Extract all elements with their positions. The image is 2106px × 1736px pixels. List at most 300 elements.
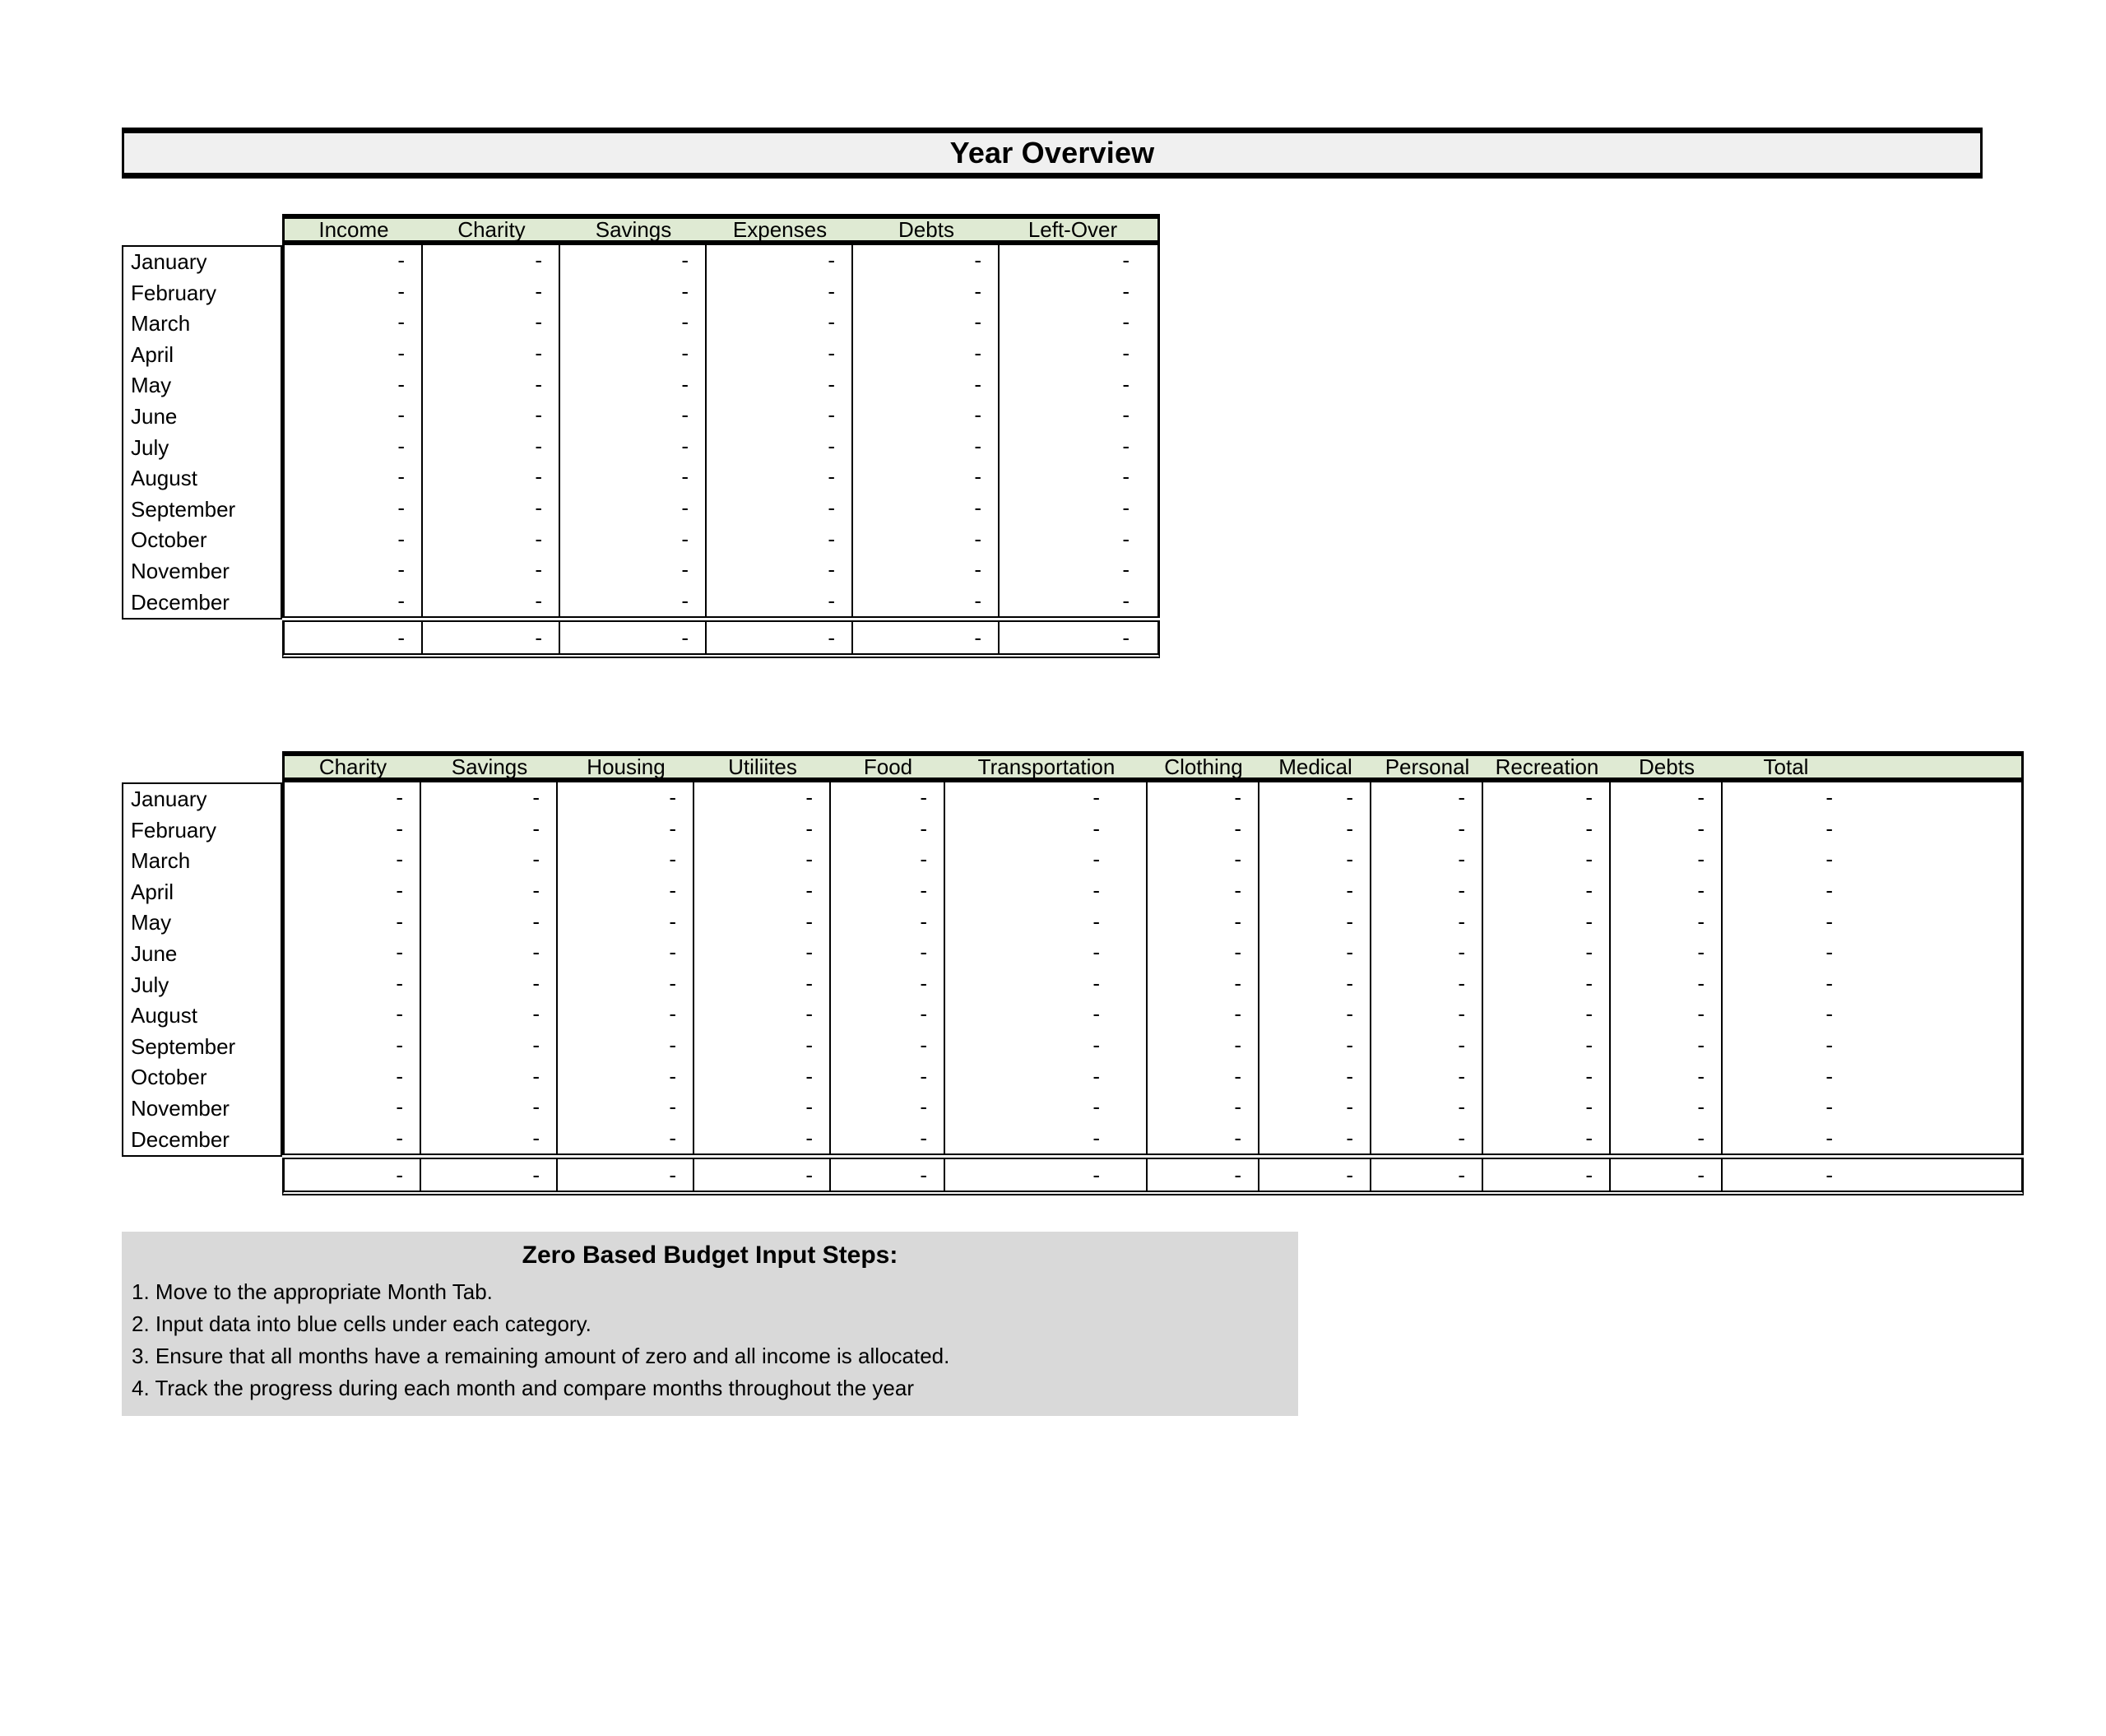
table-row: [285, 245, 1157, 276]
category-data-cell[interactable]: -: [1483, 968, 1611, 1000]
category-data-cell[interactable]: -: [1371, 999, 1483, 1030]
category-data-cell[interactable]: -: [1148, 937, 1259, 968]
category-data-cell[interactable]: -: [945, 968, 1148, 1000]
summary-data-cell[interactable]: -: [853, 555, 1000, 586]
category-data-cell[interactable]: -: [285, 782, 421, 814]
summary-month-label: September: [131, 496, 236, 522]
summary-column-header: Expenses: [732, 219, 828, 240]
category-data-cell[interactable]: -: [558, 782, 694, 814]
summary-data-cell[interactable]: -: [423, 493, 560, 524]
category-data-cell[interactable]: -: [945, 1092, 1148, 1123]
category-column-header: Total: [1763, 756, 1809, 777]
category-data-cell[interactable]: -: [1148, 1123, 1259, 1154]
category-data-cell[interactable]: -: [1148, 906, 1259, 937]
category-data-cell[interactable]: -: [1483, 782, 1611, 814]
year-overview-title-banner: [122, 128, 1983, 179]
totals-row: [285, 1159, 2021, 1191]
category-data-cell[interactable]: -: [1259, 1061, 1371, 1092]
summary-data-cell[interactable]: -: [1122, 557, 1130, 583]
table-row: [285, 431, 1157, 462]
summary-data-cell[interactable]: -: [1122, 402, 1130, 428]
category-data-cell[interactable]: -: [1371, 782, 1483, 814]
category-data-cell[interactable]: -: [421, 1030, 558, 1061]
category-data-cell[interactable]: -: [1483, 999, 1611, 1030]
category-data-cell[interactable]: -: [945, 1123, 1148, 1154]
summary-data-cell[interactable]: -: [560, 586, 707, 617]
category-data-cell[interactable]: -: [1611, 906, 1723, 937]
category-data-cell[interactable]: -: [1825, 878, 1833, 903]
summary-column-header: Savings: [595, 219, 672, 240]
summary-data-cell[interactable]: -: [1122, 464, 1130, 490]
summary-totals-section: [282, 620, 1160, 658]
category-month-label: December: [131, 1126, 230, 1152]
category-data-cell[interactable]: -: [831, 844, 945, 875]
summary-data-cell[interactable]: -: [707, 586, 853, 617]
instruction-step: 1. Move to the appropriate Month Tab.: [132, 1279, 493, 1304]
summary-data-cell[interactable]: -: [853, 586, 1000, 617]
category-data-cell[interactable]: -: [421, 999, 558, 1030]
category-data-cell[interactable]: -: [285, 1061, 421, 1092]
summary-month-label: June: [131, 403, 178, 429]
table-row: [285, 1123, 2021, 1154]
summary-data-cell[interactable]: -: [285, 400, 423, 431]
category-data-cell[interactable]: -: [831, 968, 945, 1000]
category-data-cell[interactable]: -: [831, 782, 945, 814]
summary-data-cell[interactable]: -: [1122, 526, 1130, 551]
category-month-label: February: [131, 817, 217, 842]
summary-column-header: Left-Over: [1027, 219, 1118, 240]
category-grid: [282, 751, 2024, 1195]
summary-data-cell[interactable]: -: [423, 369, 560, 400]
category-data-cell[interactable]: -: [1825, 847, 1833, 872]
category-data-cell[interactable]: -: [1259, 937, 1371, 968]
category-data-cell[interactable]: -: [1259, 875, 1371, 907]
category-data-cell[interactable]: -: [694, 999, 831, 1030]
category-header-row: [282, 751, 2024, 782]
category-data-cell[interactable]: -: [421, 968, 558, 1000]
summary-data-cell[interactable]: -: [1122, 371, 1130, 397]
table-row: [285, 937, 2021, 968]
table-row: [285, 338, 1157, 369]
summary-month-label: December: [131, 589, 230, 615]
category-data-cell[interactable]: -: [1148, 844, 1259, 875]
category-total-cell: -: [694, 1159, 831, 1191]
category-total-cell: -: [1611, 1159, 1723, 1191]
category-data-cell[interactable]: -: [945, 1061, 1148, 1092]
summary-data-cell[interactable]: -: [1122, 341, 1130, 366]
category-data-cell[interactable]: -: [945, 844, 1148, 875]
summary-data-cell[interactable]: -: [707, 493, 853, 524]
table-row: [285, 844, 2021, 875]
category-data-cell[interactable]: -: [1371, 937, 1483, 968]
category-data-cell[interactable]: -: [831, 1061, 945, 1092]
summary-month-label: August: [131, 466, 197, 491]
category-total-cell: -: [285, 1159, 421, 1191]
table-row: [285, 493, 1157, 524]
category-total-cell: -: [1148, 1159, 1259, 1191]
category-data-cell[interactable]: -: [1825, 970, 1833, 996]
category-data-cell[interactable]: -: [831, 1092, 945, 1123]
category-data-cell[interactable]: -: [421, 937, 558, 968]
category-data-cell[interactable]: -: [1371, 875, 1483, 907]
instructions-heading: Zero Based Budget Input Steps:: [522, 1242, 898, 1269]
category-month-label: November: [131, 1095, 230, 1121]
category-data-cell[interactable]: -: [558, 937, 694, 968]
summary-data-cell[interactable]: -: [285, 431, 423, 462]
summary-data-cell[interactable]: -: [285, 307, 423, 338]
summary-total-cell: -: [1122, 624, 1130, 650]
category-data-cell[interactable]: -: [694, 937, 831, 968]
category-data-cell[interactable]: -: [1148, 1030, 1259, 1061]
table-row: [285, 586, 1157, 617]
table-row: [285, 999, 2021, 1030]
table-row: [285, 875, 2021, 907]
summary-month-label: July: [131, 434, 169, 460]
summary-data-cell[interactable]: -: [285, 245, 423, 276]
summary-data-cell[interactable]: -: [423, 338, 560, 369]
category-data-cell[interactable]: -: [558, 875, 694, 907]
category-total-cell: -: [558, 1159, 694, 1191]
category-data-cell[interactable]: -: [1825, 940, 1833, 965]
summary-total-cell: -: [707, 622, 853, 653]
category-data-cell[interactable]: -: [694, 844, 831, 875]
category-data-cell[interactable]: -: [1259, 906, 1371, 937]
category-data-cell[interactable]: -: [421, 844, 558, 875]
category-data-cell[interactable]: -: [1825, 1001, 1833, 1027]
category-data-cell[interactable]: -: [1148, 1092, 1259, 1123]
category-data-cell[interactable]: -: [1371, 1092, 1483, 1123]
category-data-cell[interactable]: -: [1483, 844, 1611, 875]
summary-data-cell[interactable]: -: [707, 400, 853, 431]
table-row: [285, 523, 1157, 555]
category-data-cell[interactable]: -: [945, 906, 1148, 937]
category-data-cell[interactable]: -: [421, 1123, 558, 1154]
summary-data-cell[interactable]: -: [853, 307, 1000, 338]
summary-month-label: November: [131, 558, 230, 583]
table-row: [285, 906, 2021, 937]
summary-month-label: May: [131, 373, 172, 398]
category-data-cell[interactable]: -: [1825, 785, 1833, 810]
category-data-cell[interactable]: -: [1259, 1092, 1371, 1123]
summary-month-label: April: [131, 341, 174, 367]
summary-data-cell[interactable]: -: [853, 431, 1000, 462]
summary-data-cell[interactable]: -: [1122, 433, 1130, 458]
category-data-cell[interactable]: -: [1148, 1061, 1259, 1092]
category-data-cell[interactable]: -: [694, 875, 831, 907]
category-data-cell[interactable]: -: [1611, 937, 1723, 968]
category-data-cell[interactable]: -: [1371, 1123, 1483, 1154]
category-data-cell[interactable]: -: [945, 999, 1148, 1030]
category-data-cell[interactable]: -: [1483, 814, 1611, 845]
summary-data-cell[interactable]: -: [560, 400, 707, 431]
summary-month-label-column: [122, 245, 282, 620]
category-data-cell[interactable]: -: [1259, 1030, 1371, 1061]
summary-data-cell[interactable]: -: [853, 338, 1000, 369]
category-data-cell[interactable]: -: [558, 968, 694, 1000]
category-column-header: Transportation: [977, 756, 1116, 777]
summary-data-cell[interactable]: -: [853, 369, 1000, 400]
summary-data-cell[interactable]: -: [853, 245, 1000, 276]
summary-data-cell[interactable]: -: [285, 462, 423, 493]
category-data-cell[interactable]: -: [285, 844, 421, 875]
summary-data-cell[interactable]: -: [707, 462, 853, 493]
summary-data-cell[interactable]: -: [423, 462, 560, 493]
category-month-label: April: [131, 879, 174, 904]
category-data-cell[interactable]: -: [1611, 844, 1723, 875]
category-data-cell[interactable]: -: [1611, 782, 1723, 814]
summary-data-cell[interactable]: -: [285, 586, 423, 617]
summary-data-cell[interactable]: -: [423, 400, 560, 431]
category-data-cell[interactable]: -: [1371, 968, 1483, 1000]
table-row: [285, 462, 1157, 493]
category-data-cell[interactable]: -: [1259, 844, 1371, 875]
category-data-cell[interactable]: -: [558, 1092, 694, 1123]
category-data-cell[interactable]: -: [558, 999, 694, 1030]
summary-data-cell[interactable]: -: [285, 276, 423, 308]
summary-data-cell[interactable]: -: [560, 369, 707, 400]
totals-row: [285, 622, 1157, 653]
category-data-cell[interactable]: -: [1483, 1123, 1611, 1154]
category-data-cell[interactable]: -: [1148, 999, 1259, 1030]
table-row: [285, 400, 1157, 431]
category-data-cell[interactable]: -: [1611, 875, 1723, 907]
summary-grid: [282, 214, 1160, 658]
category-data-cell[interactable]: -: [694, 906, 831, 937]
category-data-cell[interactable]: -: [1371, 844, 1483, 875]
category-data-cell[interactable]: -: [1611, 1123, 1723, 1154]
category-data-cell[interactable]: -: [1259, 814, 1371, 845]
category-data-cell[interactable]: -: [945, 875, 1148, 907]
category-data-cell[interactable]: -: [1611, 1092, 1723, 1123]
category-data-cell[interactable]: -: [285, 1030, 421, 1061]
category-column-header: Debts: [1639, 756, 1695, 777]
category-data-cell[interactable]: -: [694, 782, 831, 814]
summary-data-cell[interactable]: -: [707, 431, 853, 462]
summary-data-cell[interactable]: -: [707, 369, 853, 400]
category-data-cell[interactable]: -: [1259, 1123, 1371, 1154]
summary-data-cell[interactable]: -: [285, 523, 423, 555]
category-data-cell[interactable]: -: [1259, 782, 1371, 814]
category-data-cell[interactable]: -: [831, 906, 945, 937]
category-data-cell[interactable]: -: [945, 814, 1148, 845]
category-data-cell[interactable]: -: [1371, 906, 1483, 937]
summary-data-cell[interactable]: -: [853, 462, 1000, 493]
category-data-cell[interactable]: -: [1483, 875, 1611, 907]
category-data-cell[interactable]: -: [1259, 968, 1371, 1000]
summary-data-cell[interactable]: -: [707, 523, 853, 555]
summary-column-header: Debts: [898, 219, 954, 240]
category-month-label: August: [131, 1003, 197, 1028]
category-month-label: March: [131, 848, 191, 874]
category-data-cell[interactable]: -: [1825, 1063, 1833, 1088]
summary-data-cell[interactable]: -: [285, 555, 423, 586]
category-data-cell[interactable]: -: [1148, 782, 1259, 814]
table-row: [285, 968, 2021, 1000]
summary-data-cell[interactable]: -: [1122, 248, 1130, 273]
category-data-cell[interactable]: -: [1148, 814, 1259, 845]
summary-data-cell[interactable]: -: [853, 400, 1000, 431]
category-data-cell[interactable]: -: [1611, 968, 1723, 1000]
table-row: [285, 814, 2021, 845]
summary-data-cell[interactable]: -: [423, 431, 560, 462]
category-data-cell[interactable]: -: [945, 782, 1148, 814]
category-data-cell[interactable]: -: [1611, 999, 1723, 1030]
category-data-cell[interactable]: -: [558, 1123, 694, 1154]
table-row: [285, 369, 1157, 400]
category-data-cell[interactable]: -: [285, 906, 421, 937]
category-total-cell: -: [1483, 1159, 1611, 1191]
summary-data-cell[interactable]: -: [423, 307, 560, 338]
category-data-cell[interactable]: -: [831, 999, 945, 1030]
summary-data-cell[interactable]: -: [423, 245, 560, 276]
category-data-cell[interactable]: -: [694, 1092, 831, 1123]
summary-data-cell[interactable]: -: [560, 245, 707, 276]
instruction-step: 2. Input data into blue cells under each category.: [132, 1311, 591, 1336]
category-column-header: Food: [863, 756, 913, 777]
category-data-cell[interactable]: -: [1825, 1125, 1833, 1150]
category-data-cell[interactable]: -: [558, 814, 694, 845]
category-data-cell[interactable]: -: [694, 1030, 831, 1061]
category-column-header: Savings: [451, 756, 528, 777]
category-data-cell[interactable]: -: [421, 782, 558, 814]
category-data-cell[interactable]: -: [1371, 1030, 1483, 1061]
summary-data-cell[interactable]: -: [285, 369, 423, 400]
category-data-cell[interactable]: -: [831, 1030, 945, 1061]
summary-data-cell[interactable]: -: [560, 431, 707, 462]
summary-data-cell[interactable]: -: [853, 276, 1000, 308]
category-month-label: May: [131, 910, 172, 935]
category-data-cell[interactable]: -: [831, 937, 945, 968]
category-data-cell[interactable]: -: [558, 1061, 694, 1092]
table-row: [285, 276, 1157, 308]
category-column-header: Recreation: [1495, 756, 1599, 777]
instruction-step: 3. Ensure that all months have a remaining amount of zero and all income is allocated.: [132, 1344, 950, 1368]
category-data-cell[interactable]: -: [421, 1061, 558, 1092]
category-data-cell[interactable]: -: [1148, 968, 1259, 1000]
category-data-cell[interactable]: -: [285, 814, 421, 845]
summary-data-cell[interactable]: -: [423, 586, 560, 617]
category-total-cell: -: [1259, 1159, 1371, 1191]
summary-header-row: [282, 214, 1160, 245]
category-data-cell[interactable]: -: [285, 937, 421, 968]
category-data-cell[interactable]: -: [831, 814, 945, 845]
category-data-cell[interactable]: -: [1825, 908, 1833, 934]
category-column-header: Charity: [318, 756, 387, 777]
summary-data-cell[interactable]: -: [707, 555, 853, 586]
category-data-cell[interactable]: -: [1611, 814, 1723, 845]
category-data-cell[interactable]: -: [1825, 1033, 1833, 1058]
category-data-cell[interactable]: -: [1483, 906, 1611, 937]
category-data-cell[interactable]: -: [1483, 1061, 1611, 1092]
table-row: [285, 1030, 2021, 1061]
summary-data-cell[interactable]: -: [560, 307, 707, 338]
summary-data-body: [282, 245, 1160, 618]
category-data-cell[interactable]: -: [945, 1030, 1148, 1061]
summary-data-cell[interactable]: -: [560, 338, 707, 369]
category-column-header: Utiliites: [728, 756, 797, 777]
summary-month-label: February: [131, 280, 217, 305]
instructions-panel: [122, 1232, 1298, 1416]
summary-data-cell[interactable]: -: [707, 338, 853, 369]
summary-total-cell: -: [560, 622, 707, 653]
category-data-body: [282, 782, 2024, 1155]
summary-data-cell[interactable]: -: [707, 245, 853, 276]
summary-total-cell: -: [853, 622, 1000, 653]
category-data-cell[interactable]: -: [1825, 1094, 1833, 1120]
category-data-cell[interactable]: -: [831, 1123, 945, 1154]
category-data-cell[interactable]: -: [285, 968, 421, 1000]
category-data-cell[interactable]: -: [1371, 1061, 1483, 1092]
category-data-cell[interactable]: -: [1483, 1092, 1611, 1123]
category-data-cell[interactable]: -: [1825, 815, 1833, 841]
category-data-cell[interactable]: -: [694, 968, 831, 1000]
summary-data-cell[interactable]: -: [285, 493, 423, 524]
category-data-cell[interactable]: -: [285, 875, 421, 907]
category-data-cell[interactable]: -: [694, 1123, 831, 1154]
category-total-cell: -: [421, 1159, 558, 1191]
summary-data-cell[interactable]: -: [423, 276, 560, 308]
category-data-cell[interactable]: -: [1371, 814, 1483, 845]
summary-data-cell[interactable]: -: [285, 338, 423, 369]
summary-data-cell[interactable]: -: [560, 523, 707, 555]
summary-data-cell[interactable]: -: [853, 493, 1000, 524]
category-data-cell[interactable]: -: [1483, 1030, 1611, 1061]
category-total-cell: -: [1371, 1159, 1483, 1191]
summary-month-label: October: [131, 527, 207, 553]
page-title: Year Overview: [949, 136, 1155, 169]
category-data-cell[interactable]: -: [1483, 937, 1611, 968]
category-data-cell[interactable]: -: [558, 1030, 694, 1061]
summary-data-cell[interactable]: -: [560, 276, 707, 308]
summary-data-cell[interactable]: -: [560, 555, 707, 586]
category-data-cell[interactable]: -: [558, 844, 694, 875]
category-data-cell[interactable]: -: [285, 1123, 421, 1154]
category-data-cell[interactable]: -: [831, 875, 945, 907]
summary-data-cell[interactable]: -: [1122, 278, 1130, 304]
summary-data-cell[interactable]: -: [423, 523, 560, 555]
category-data-cell[interactable]: -: [421, 1092, 558, 1123]
summary-data-cell[interactable]: -: [707, 307, 853, 338]
category-month-label: January: [131, 787, 207, 811]
summary-total-cell: -: [285, 622, 423, 653]
category-data-cell[interactable]: -: [1259, 999, 1371, 1030]
category-data-cell[interactable]: -: [1611, 1030, 1723, 1061]
category-data-cell[interactable]: -: [945, 937, 1148, 968]
category-data-cell[interactable]: -: [421, 906, 558, 937]
category-data-cell[interactable]: -: [558, 906, 694, 937]
category-total-cell: -: [1825, 1162, 1833, 1187]
category-month-label: October: [131, 1065, 207, 1090]
category-data-cell[interactable]: -: [694, 814, 831, 845]
category-data-cell[interactable]: -: [1611, 1061, 1723, 1092]
summary-column-header: Income: [318, 219, 389, 240]
summary-data-cell[interactable]: -: [423, 555, 560, 586]
summary-data-cell[interactable]: -: [707, 276, 853, 308]
category-data-cell[interactable]: -: [421, 875, 558, 907]
category-data-cell[interactable]: -: [285, 1092, 421, 1123]
summary-data-cell[interactable]: -: [853, 523, 1000, 555]
instruction-step: 4. Track the progress during each month and compare months throughout the year: [132, 1376, 914, 1400]
summary-data-cell[interactable]: -: [1122, 495, 1130, 521]
category-data-cell[interactable]: -: [421, 814, 558, 845]
category-data-cell[interactable]: -: [1148, 875, 1259, 907]
summary-data-cell[interactable]: -: [1122, 309, 1130, 335]
category-data-cell[interactable]: -: [694, 1061, 831, 1092]
summary-data-cell[interactable]: -: [560, 462, 707, 493]
summary-data-cell[interactable]: -: [560, 493, 707, 524]
category-data-cell[interactable]: -: [285, 999, 421, 1030]
summary-data-cell[interactable]: -: [1122, 587, 1130, 613]
